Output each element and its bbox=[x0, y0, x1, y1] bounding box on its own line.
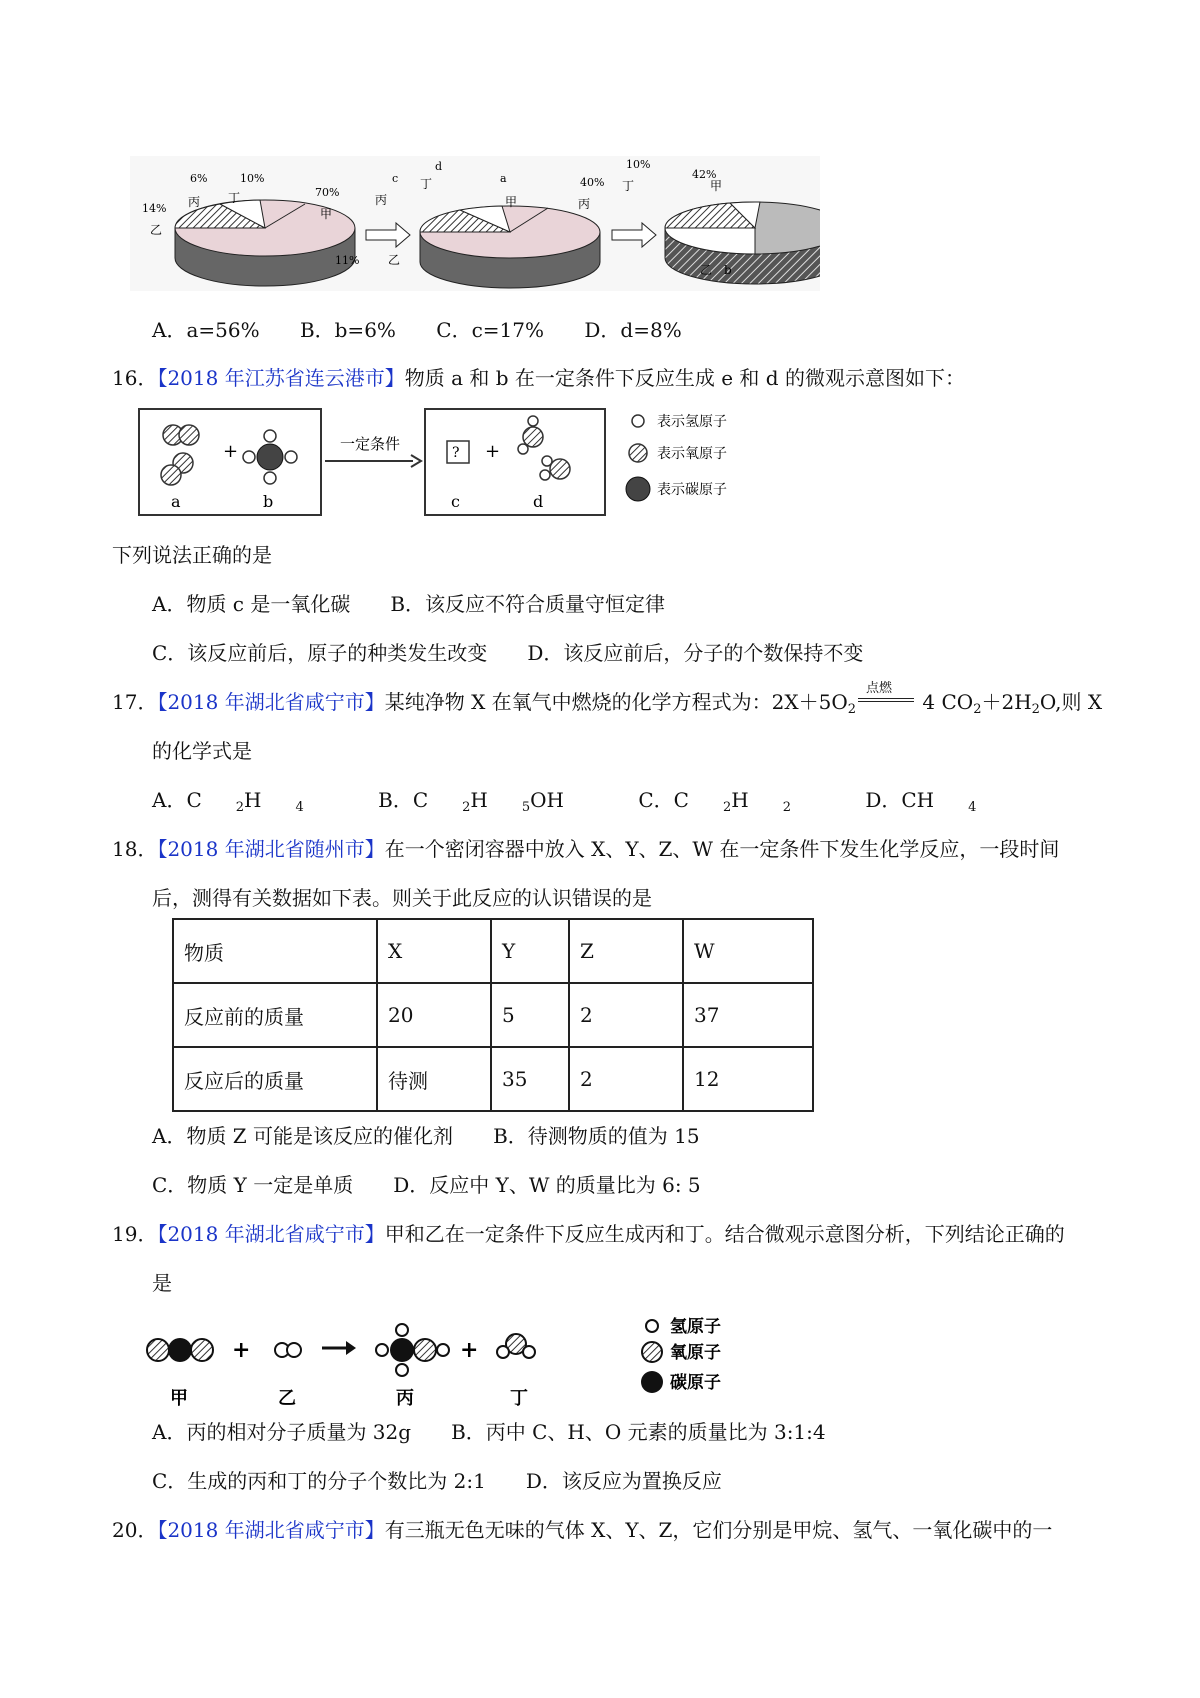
legend bbox=[641, 1316, 721, 1393]
option-a[interactable]: A．C $_2$H $_4$ bbox=[152, 788, 304, 815]
q17-options bbox=[152, 786, 1010, 814]
pie3-label: 40% bbox=[580, 176, 605, 189]
table-cell: Y bbox=[491, 919, 569, 983]
pie1-label: 乙 bbox=[150, 223, 163, 237]
subscript: 2 bbox=[847, 702, 857, 717]
q17-stem-line2: 的化学式是 bbox=[152, 739, 252, 763]
question-number: 17． bbox=[112, 690, 158, 714]
option-b[interactable]: B．丙中 C、H、O 元素的质量比为 3:1:4 bbox=[451, 1420, 826, 1444]
q19-options-row1 bbox=[152, 1418, 826, 1446]
q18-options-row2 bbox=[152, 1171, 701, 1199]
question-number: 16． bbox=[112, 366, 158, 390]
arrow-label: 一定条件 bbox=[340, 435, 401, 453]
question-text: 有三瓶无色无味的气体 X、Y、Z，它们分别是甲烷、氢气、一氧化碳中的一 bbox=[384, 1518, 1053, 1542]
question-text: 物质 a 和 b 在一定条件下反应生成 e 和 d 的微观示意图如下： bbox=[404, 366, 965, 390]
option-c[interactable]: C．c=17% bbox=[436, 318, 545, 342]
table-row bbox=[173, 983, 813, 1047]
option-b[interactable]: B．该反应不符合质量守恒定律 bbox=[390, 592, 666, 616]
label-a: a bbox=[171, 492, 181, 511]
pie2-label: 乙 bbox=[388, 253, 401, 267]
q18-stem bbox=[112, 835, 1059, 863]
table-cell: X bbox=[377, 919, 491, 983]
option-b[interactable]: B．C $_2$H $_5$OH bbox=[378, 788, 564, 815]
q19-stem bbox=[112, 1220, 1065, 1248]
option-b[interactable]: B．b=6% bbox=[299, 318, 396, 342]
pie1-label: 14% bbox=[142, 202, 167, 215]
table-cell: 待测 bbox=[377, 1047, 491, 1111]
question-text: 在一个密闭容器中放入 X、Y、Z、W 在一定条件下发生化学反应，一段时间 bbox=[384, 837, 1060, 861]
option-a[interactable]: A．物质 c 是一氧化碳 bbox=[152, 592, 351, 616]
option-a[interactable]: A．a=56% bbox=[152, 318, 260, 342]
option-c[interactable]: C．物质 Y 一定是单质 bbox=[152, 1173, 354, 1197]
legend-carbon: 表示碳原子 bbox=[657, 482, 727, 498]
table-cell: 2 bbox=[569, 1047, 683, 1111]
option-d[interactable]: D．该反应为置换反应 bbox=[525, 1469, 722, 1493]
option-c[interactable]: C．生成的丙和丁的分子个数比为 2:1 bbox=[152, 1469, 486, 1493]
legend bbox=[626, 413, 727, 501]
subscript: 2 bbox=[973, 702, 982, 717]
question-source: 【2018 年湖北省咸宁市】 bbox=[157, 1222, 385, 1246]
table-cell: Z bbox=[569, 919, 683, 983]
table-cell: W bbox=[683, 919, 813, 983]
legend-hydrogen: 表示氢原子 bbox=[657, 414, 727, 430]
table-cell: 20 bbox=[377, 983, 491, 1047]
q16-stem bbox=[112, 364, 965, 392]
q16-options-row2 bbox=[152, 639, 863, 667]
q17-stem bbox=[112, 681, 1103, 717]
pie2-label: 11% bbox=[335, 254, 360, 267]
table-cell: 2 bbox=[569, 983, 683, 1047]
pie1-label: 丙 bbox=[188, 195, 201, 209]
question-source: 【2018 年湖北省咸宁市】 bbox=[157, 1518, 385, 1542]
pie3-label: 42% bbox=[692, 168, 717, 181]
pie1-label: 10% bbox=[240, 172, 265, 185]
table-cell: 反应后的质量 bbox=[173, 1047, 377, 1111]
pie3-label: 甲 bbox=[710, 179, 723, 193]
reaction-condition bbox=[858, 681, 914, 709]
table-row bbox=[173, 1047, 813, 1111]
question-source: 【2018 年湖北省随州市】 bbox=[157, 837, 385, 861]
question-number: 18． bbox=[112, 837, 158, 861]
pie3-label: b bbox=[724, 263, 732, 277]
q19-options-row2 bbox=[152, 1467, 722, 1495]
pie-chart-figure bbox=[130, 156, 820, 291]
table-cell: 12 bbox=[683, 1047, 813, 1111]
pie3-label: 丁 bbox=[622, 179, 635, 193]
table-cell: 37 bbox=[683, 983, 813, 1047]
q16-prompt: 下列说法正确的是 bbox=[112, 543, 272, 567]
equation-part: 4 CO bbox=[916, 690, 974, 714]
pie3-label: 丙 bbox=[578, 197, 591, 211]
pie1-label: 70% bbox=[315, 186, 340, 199]
plus-sign: + bbox=[232, 1337, 251, 1363]
q15-options bbox=[152, 316, 716, 344]
label-jia: 甲 bbox=[170, 1388, 188, 1409]
pie2-label: a bbox=[500, 172, 507, 185]
molecule-bing bbox=[376, 1324, 449, 1376]
pie3-label: 10% bbox=[626, 158, 651, 171]
question-number: 20． bbox=[112, 1518, 158, 1542]
molecule-jia bbox=[147, 1338, 213, 1362]
mass-data-table bbox=[172, 918, 814, 1112]
table-cell: 反应前的质量 bbox=[173, 983, 377, 1047]
plus-sign: + bbox=[485, 441, 501, 462]
option-a[interactable]: A．丙的相对分子质量为 32g bbox=[152, 1420, 412, 1444]
question-source: 【2018 年湖北省咸宁市】 bbox=[157, 690, 385, 714]
pie2-label: 甲 bbox=[505, 195, 518, 209]
legend-carbon: 碳原子 bbox=[670, 1373, 721, 1393]
label-bing: 丙 bbox=[396, 1388, 414, 1409]
pie1-label: 甲 bbox=[320, 207, 333, 221]
q20-stem bbox=[112, 1516, 1052, 1544]
option-d[interactable]: D．d=8% bbox=[584, 318, 682, 342]
q19-reaction-diagram bbox=[140, 1312, 780, 1412]
question-mark: ? bbox=[452, 445, 460, 461]
option-a[interactable]: A．物质 Z 可能是该反应的催化剂 bbox=[152, 1124, 454, 1148]
label-yi: 乙 bbox=[278, 1388, 296, 1409]
q16-reaction-diagram bbox=[135, 405, 805, 523]
label-c: c bbox=[451, 492, 460, 511]
equation-part: O,则 X bbox=[1039, 690, 1103, 714]
table-row bbox=[173, 919, 813, 983]
pie1-label: 丁 bbox=[228, 191, 241, 205]
q19-stem-line2: 是 bbox=[152, 1271, 172, 1295]
equation-part: ＋2H bbox=[981, 690, 1032, 714]
pie3-label: 乙 bbox=[700, 263, 713, 277]
option-b[interactable]: B．待测物质的值为 15 bbox=[493, 1124, 700, 1148]
question-number: 19． bbox=[112, 1222, 158, 1246]
label-b: b bbox=[263, 492, 274, 511]
option-d[interactable]: D．该反应前后，分子的个数保持不变 bbox=[527, 641, 864, 665]
q16-options-row1 bbox=[152, 590, 665, 618]
question-text: 甲和乙在一定条件下反应生成丙和丁。结合微观示意图分析，下列结论正确的 bbox=[384, 1222, 1065, 1246]
molecule-ding bbox=[497, 1334, 535, 1358]
legend-oxygen: 表示氧原子 bbox=[657, 446, 727, 462]
molecule-yi bbox=[275, 1343, 301, 1357]
label-d: d bbox=[533, 492, 544, 511]
question-source: 【2018 年江苏省连云港市】 bbox=[157, 366, 405, 390]
pie2-label: 丁 bbox=[420, 177, 433, 191]
question-text: 某纯净物 X 在氧气中燃烧的化学方程式为：2X＋5O bbox=[384, 690, 848, 714]
legend-hydrogen: 氢原子 bbox=[670, 1317, 721, 1337]
pie2-label: c bbox=[392, 172, 399, 185]
table-cell: 物质 bbox=[173, 919, 377, 983]
label-ding: 丁 bbox=[510, 1388, 528, 1409]
pie2-label: d bbox=[435, 160, 443, 173]
q18-options-row1 bbox=[152, 1122, 700, 1150]
q18-stem-line2: 后，测得有关数据如下表。则关于此反应的认识错误的是 bbox=[152, 886, 652, 910]
pie1-label: 6% bbox=[190, 172, 208, 185]
option-d[interactable]: D．反应中 Y、W 的质量比为 6: 5 bbox=[393, 1173, 701, 1197]
option-c[interactable]: C．C $_2$H $_2$ bbox=[638, 788, 791, 815]
legend-oxygen: 氧原子 bbox=[670, 1343, 721, 1363]
condition-label: 点燃 bbox=[866, 681, 893, 696]
option-c[interactable]: C．该反应前后，原子的种类发生改变 bbox=[152, 641, 488, 665]
table-cell: 35 bbox=[491, 1047, 569, 1111]
pie2-label: 丙 bbox=[375, 193, 388, 207]
subscript: 2 bbox=[1031, 702, 1040, 717]
plus-sign: + bbox=[460, 1337, 479, 1363]
option-d[interactable]: D．CH $_4$ bbox=[865, 788, 977, 815]
plus-sign: + bbox=[223, 441, 239, 462]
table-cell: 5 bbox=[491, 983, 569, 1047]
